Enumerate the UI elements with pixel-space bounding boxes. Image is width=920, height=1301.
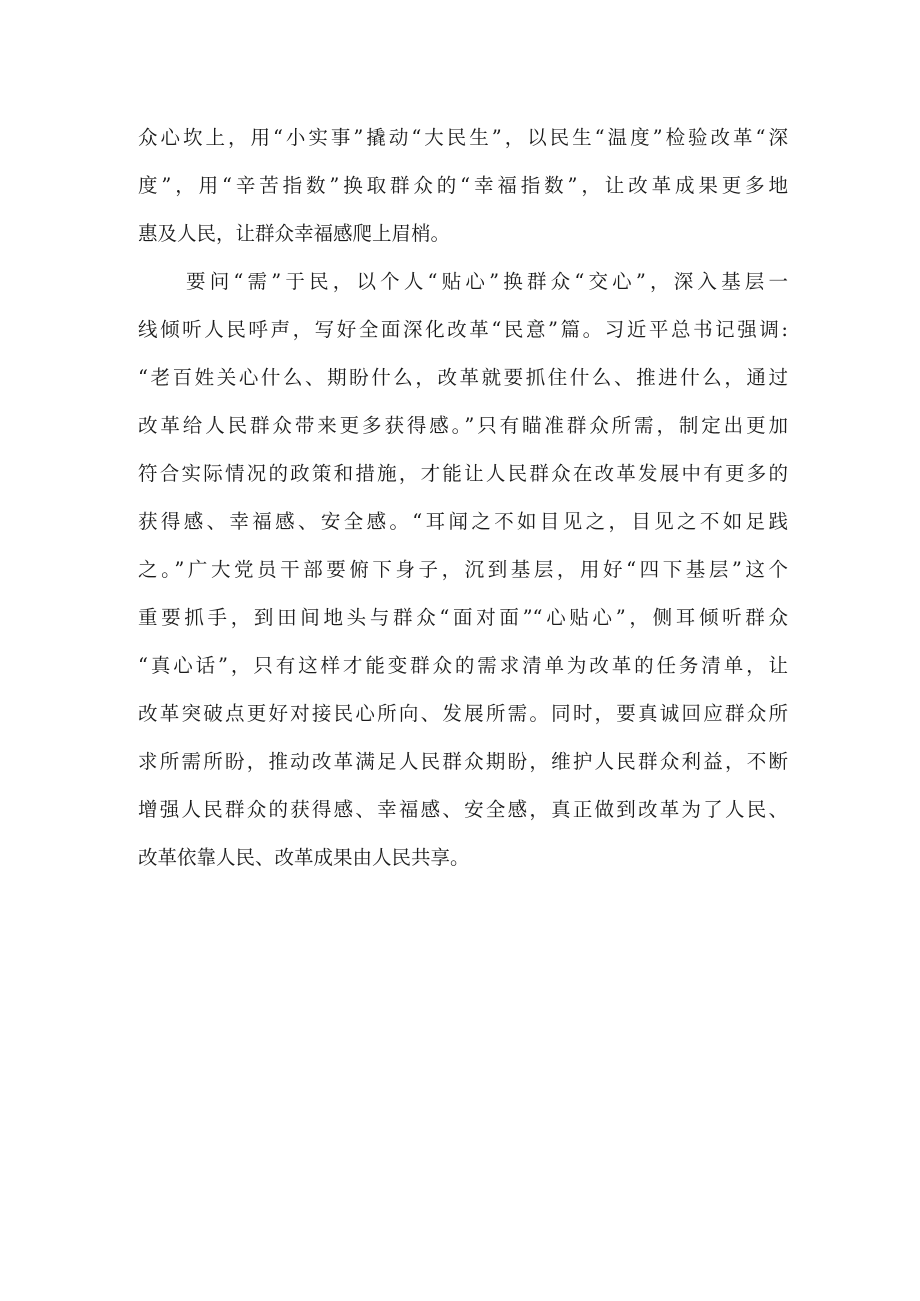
paragraph xyxy=(138,258,788,882)
text-line: 重要抓手，到田间地头与群众“面对面”“心贴心”，侧耳倾听群众 xyxy=(138,606,788,629)
body-text xyxy=(138,114,788,882)
text-line: 惠及人民，让群众幸福感爬上眉梢。 xyxy=(138,222,451,245)
text-line: 获得感、幸福感、安全感。“耳闻之不如目见之，目见之不如足践 xyxy=(138,510,788,533)
paragraph xyxy=(138,114,788,258)
text-line: 要问“需”于民，以个人“贴心”换群众“交心”，深入基层一 xyxy=(186,270,788,293)
text-line: “老百姓关心什么、期盼什么，改革就要抓住什么、推进什么，通过 xyxy=(138,366,788,389)
text-line: 求所需所盼，推动改革满足人民群众期盼，维护人民群众利益，不断 xyxy=(138,750,788,773)
text-line: 符合实际情况的政策和措施，才能让人民群众在改革发展中有更多的 xyxy=(138,462,788,485)
text-line: 增强人民群众的获得感、幸福感、安全感，真正做到改革为了人民、 xyxy=(138,798,788,821)
text-line: 改革给人民群众带来更多获得感。”只有瞄准群众所需，制定出更加 xyxy=(138,414,788,437)
text-line: 之。”广大党员干部要俯下身子，沉到基层，用好“四下基层”这个 xyxy=(138,558,788,581)
text-line: 改革突破点更好对接民心所向、发展所需。同时，要真诚回应群众所 xyxy=(138,702,788,725)
text-line: 众心坎上，用“小实事”撬动“大民生”，以民生“温度”检验改革“深 xyxy=(138,126,788,149)
text-line: 线倾听人民呼声，写好全面深化改革“民意”篇。习近平总书记强调: xyxy=(138,318,788,341)
text-line: “真心话”，只有这样才能变群众的需求清单为改革的任务清单，让 xyxy=(138,654,788,677)
text-line: 度”，用“辛苦指数”换取群众的“幸福指数”，让改革成果更多地 xyxy=(138,174,788,197)
text-line: 改革依靠人民、改革成果由人民共享。 xyxy=(138,846,470,869)
